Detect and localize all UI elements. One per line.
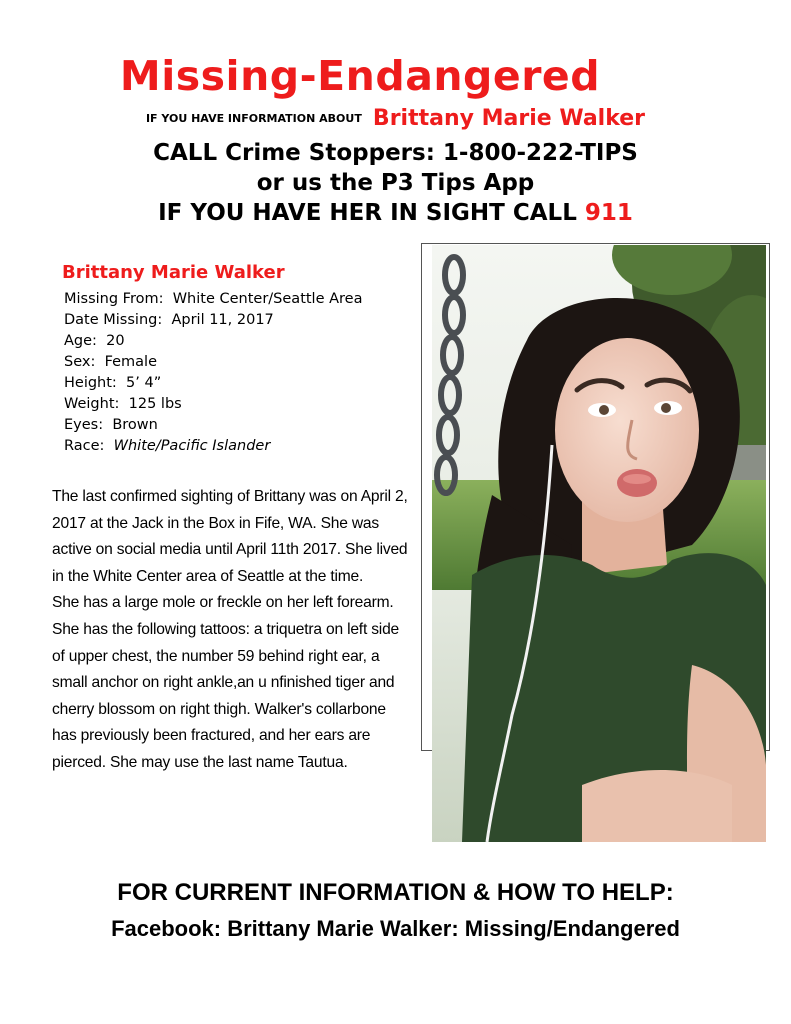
fact-race <box>64 436 363 457</box>
in-sight-line <box>0 200 791 226</box>
fact-age <box>64 331 363 352</box>
info-line <box>0 106 791 131</box>
photo-illustration <box>432 245 766 842</box>
missing-person-photo <box>432 245 766 842</box>
emergency-number: 911 <box>584 200 633 226</box>
fact-value: Brown <box>112 417 158 433</box>
poster-title: Missing-Endangered <box>119 52 601 100</box>
fact-label: Race: <box>64 438 105 454</box>
fact-sex <box>64 352 363 373</box>
fact-label: Weight: <box>64 396 120 412</box>
fact-value: April 11, 2017 <box>171 312 274 328</box>
profile-facts <box>64 289 363 457</box>
footer-facebook: Facebook: Brittany Marie Walker: Missing/Endangered <box>111 916 680 941</box>
fact-value: 5’ 4” <box>126 375 162 391</box>
fact-label: Date Missing: <box>64 312 163 328</box>
fact-label: Age: <box>64 333 97 349</box>
info-prefix: IF YOU HAVE INFORMATION ABOUT <box>145 112 362 125</box>
p3-app-line: or us the P3 Tips App <box>256 170 535 196</box>
fact-value: White/Pacific Islander <box>113 438 271 454</box>
fact-label: Height: <box>64 375 117 391</box>
description-paragraph: The last confirmed sighting of Brittany was on April 2, 2017 at the Jack in the Box in Fife, WA. She was active on social media until April 11th 2017. She lived in the White Center area of Seattle at the time. <box>52 488 408 585</box>
footer-heading: FOR CURRENT INFORMATION & HOW TO HELP: <box>117 879 674 906</box>
fact-date-missing <box>64 310 363 331</box>
description-paragraph: She has a large mole or freckle on her left forearm. She has the following tattoos: a triquetra on left side of upper chest, the number 59 behind right ear, a small anchor on right ankle,an u nfinished tiger and cherry blossom on right thigh. Walker's collarbone has previously been fractured, and her ears are pierced. She may use the last name Tautua. <box>52 594 400 771</box>
fact-height <box>64 373 363 394</box>
fact-eyes <box>64 415 363 436</box>
profile-name: Brittany Marie Walker <box>62 262 285 283</box>
fact-value: 125 lbs <box>128 396 182 412</box>
in-sight-prefix: IF YOU HAVE HER IN SIGHT CALL <box>158 200 577 226</box>
fact-value: 20 <box>106 333 125 349</box>
fact-label: Missing From: <box>64 291 164 307</box>
fact-value: White Center/Seattle Area <box>172 291 363 307</box>
crime-stoppers-line: CALL Crime Stoppers: 1-800-222-TIPS <box>153 140 638 166</box>
fact-value: Female <box>104 354 157 370</box>
description <box>52 484 412 777</box>
fact-weight <box>64 394 363 415</box>
fact-missing-from <box>64 289 363 310</box>
fact-label: Eyes: <box>64 417 104 433</box>
fact-label: Sex: <box>64 354 96 370</box>
info-name: Brittany Marie Walker <box>372 106 646 131</box>
